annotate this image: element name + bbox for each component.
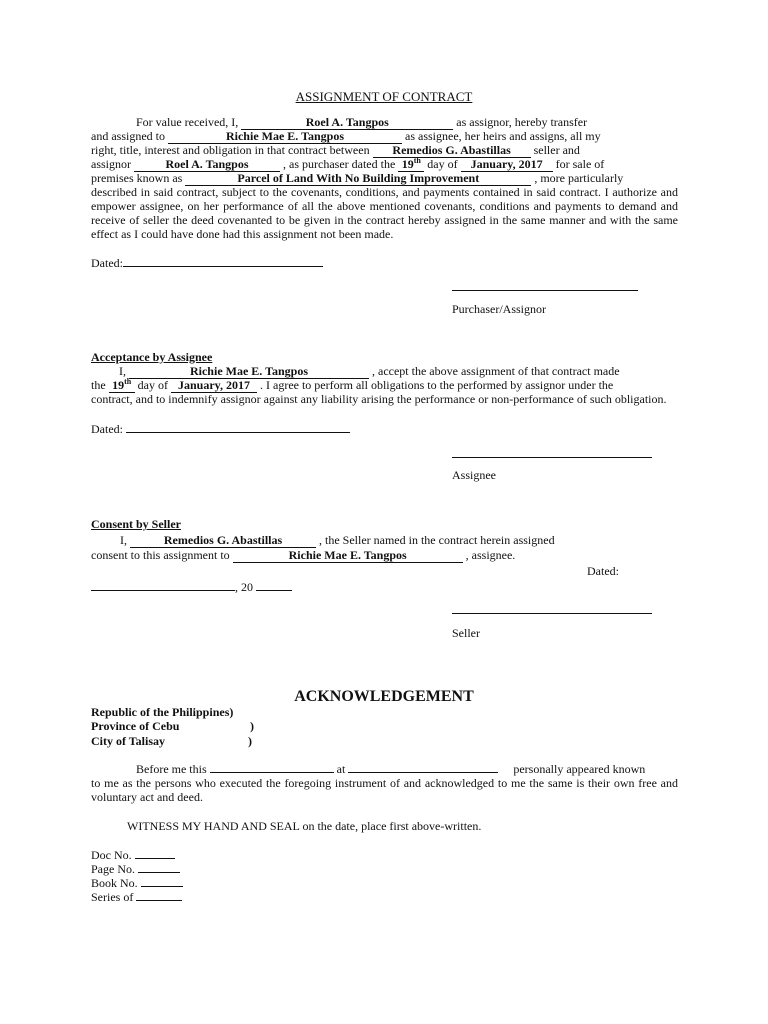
consent-line-1: I, Remedios G. Abastillas , the Seller named in the contract herein assigned xyxy=(120,533,555,547)
consent-date-blank xyxy=(91,579,235,591)
venue-line-3: City of Talisay xyxy=(91,734,166,748)
month-year-field: January, 2017 xyxy=(461,158,553,172)
assignment-line-5: premises known as Parcel of Land With No Building Improvement , more particularly xyxy=(91,171,624,185)
assignment-line-1: For value received, I, Roel A. Tangpos as assignor, hereby transfer xyxy=(136,115,588,129)
purchaser-signature-line xyxy=(452,290,638,291)
acceptance-dated-line xyxy=(126,421,350,433)
assignment-dated: Dated: xyxy=(91,255,323,270)
ack-place-blank xyxy=(348,761,498,773)
acceptance-day-field: 19th xyxy=(109,379,135,393)
seller-name-field: Remedios G. Abastillas xyxy=(373,144,531,158)
acceptance-body: contract, and to indemnify assignor against any liability arising the performance or non-performance of such obligation. xyxy=(91,392,667,406)
consent-seller-field: Remedios G. Abastillas xyxy=(130,534,316,548)
premises-field: Parcel of Land With No Building Improvement xyxy=(185,172,531,186)
witness-line: WITNESS MY HAND AND SEAL on the date, place first above-written. xyxy=(127,819,482,833)
assignee-name-field: Richie Mae E. Tangpos xyxy=(168,130,402,144)
venue-line-1: Republic of the Philippines) xyxy=(91,705,234,719)
assignment-body: described in said contract, subject to the covenants, conditions, and payments contained in said contract. I authorize and empower assignee, on her performance of all the above mentioned covenants, conditions and payments to demand and receive of seller the deed covenanted to be given in the contract hereby assigned in the same manner and with the same effect as I could have done had this assignment not been made. xyxy=(91,185,678,241)
doc-no-blank xyxy=(135,847,175,859)
consent-heading: Consent by Seller xyxy=(91,517,181,531)
acceptance-line-1: I, Richie Mae E. Tangpos , accept the above assignment of that contract made xyxy=(119,364,620,378)
ack-line-1: Before me this at personally appeared known xyxy=(136,762,646,776)
assignor-name-field: Roel A. Tangpos xyxy=(241,116,453,130)
consent-date-line: , 20 xyxy=(91,579,292,594)
seller-signature-line xyxy=(452,613,652,614)
acceptance-month-field: January, 2017 xyxy=(171,379,257,393)
page-no-blank xyxy=(138,861,180,873)
acknowledgement-heading: ACKNOWLEDGEMENT xyxy=(294,688,474,705)
assignment-line-2: and assigned to Richie Mae E. Tangpos as assignee, her heirs and assigns, all my xyxy=(91,129,601,143)
doc-no: Doc No. xyxy=(91,847,175,862)
acceptance-heading: Acceptance by Assignee xyxy=(91,350,213,364)
venue-line-2: Province of Cebu xyxy=(91,719,180,733)
day-field: 19th xyxy=(398,158,424,172)
acceptance-assignee-field: Richie Mae E. Tangpos xyxy=(129,365,369,379)
consent-assignee-field: Richie Mae E. Tangpos xyxy=(233,549,463,563)
book-no: Book No. xyxy=(91,875,183,890)
assignment-line-3: right, title, interest and obligation in that contract between Remedios G. Abastillas seller and xyxy=(91,143,580,157)
consent-dated-label: Dated: xyxy=(587,564,619,578)
page-no: Page No. xyxy=(91,861,180,876)
assignment-dated-line xyxy=(123,255,323,267)
purchaser-caption: Purchaser/Assignor xyxy=(452,302,546,316)
assignor-name-field-2: Roel A. Tangpos xyxy=(134,158,280,172)
book-no-blank xyxy=(141,875,183,887)
seller-caption: Seller xyxy=(452,626,480,640)
assignee-signature-line xyxy=(452,457,652,458)
ack-date-blank xyxy=(210,761,334,773)
document-title: ASSIGNMENT OF CONTRACT xyxy=(295,89,473,104)
series-of: Series of xyxy=(91,889,182,904)
series-of-blank xyxy=(136,889,182,901)
consent-year-blank xyxy=(256,579,292,591)
ack-body: to me as the persons who executed the foregoing instrument of and acknowledged to me the same is their own free and voluntary act and deed. xyxy=(91,776,678,804)
assignment-line-4: assignor Roel A. Tangpos , as purchaser dated the 19th day of January, 2017 for sale of xyxy=(91,156,605,171)
venue-paren-2: ) xyxy=(250,719,254,733)
consent-line-2: consent to this assignment to Richie Mae E. Tangpos , assignee. xyxy=(91,548,516,562)
acceptance-line-2: the 19th day of January, 2017 . I agree to perform all obligations to the performed by assignor under the xyxy=(91,377,614,392)
acceptance-dated: Dated: xyxy=(91,421,350,436)
venue-paren-3: ) xyxy=(248,734,252,748)
assignee-caption: Assignee xyxy=(452,468,496,482)
